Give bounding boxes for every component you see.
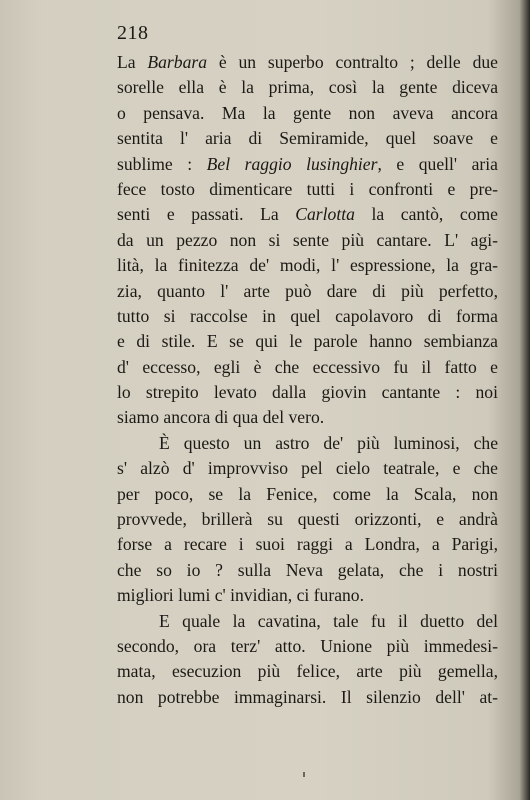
text-run: forse a recare i suoi raggi a Londra, a Parigi,	[117, 534, 498, 555]
text-line	[117, 101, 498, 126]
text-run: per poco, se la Fenice, come la Scala, non	[117, 483, 498, 504]
text-run: d' eccesso, egli è che eccessivo fu il fatto e	[117, 356, 498, 377]
text-line	[117, 228, 498, 253]
text-run: E quale la cavatina, tale fu il duetto del	[159, 610, 498, 631]
text-run: sublime :	[117, 153, 207, 174]
text-line	[117, 482, 498, 507]
italic-title: Barbara	[147, 52, 208, 72]
text-run: siamo ancora di qua del vero.	[117, 407, 325, 428]
text-run: che so io ? sulla Neva gelata, che i nostri	[117, 559, 498, 580]
text-line	[117, 253, 498, 278]
text-line	[117, 456, 498, 481]
text-line	[117, 177, 498, 202]
text-run: , e quell' aria	[377, 153, 498, 174]
text-line	[117, 380, 498, 405]
italic-title: Bel raggio lusinghier	[206, 153, 378, 174]
text-line	[117, 50, 498, 75]
text-line	[117, 329, 498, 354]
text-run: È questo un astro de' più luminosi, che	[159, 432, 498, 453]
text-line	[117, 532, 498, 557]
text-run: tutto si raccolse in quel capolavoro di forma	[117, 305, 498, 326]
text-line	[117, 507, 498, 532]
text-line	[117, 431, 498, 456]
text-run: o pensava. Ma la gente non aveva ancora	[117, 102, 498, 123]
text-run: da un pezzo non si sente più cantare. L' agi-	[117, 229, 498, 250]
text-run: provvede, brillerà su questi orizzonti, e andrà	[117, 509, 498, 530]
paper-speck	[303, 772, 305, 777]
text-line	[117, 583, 498, 608]
text-run: s' alzò d' improvviso pel cielo teatrale, e che	[117, 458, 498, 479]
text-run: zia, quanto l' arte può dare di più perfetto,	[117, 280, 498, 301]
text-run: La	[117, 52, 148, 72]
text-run: senti e passati. La	[117, 204, 296, 225]
text-line	[117, 355, 498, 380]
italic-title: Carlotta	[295, 204, 355, 225]
text-run: la cantò, come	[354, 204, 498, 225]
text-line	[117, 558, 498, 583]
text-run: migliori lumi c' invidian, ci furano.	[117, 585, 364, 606]
text-line	[117, 202, 498, 227]
text-line	[117, 609, 498, 634]
text-line	[117, 304, 498, 329]
text-line	[117, 126, 498, 151]
text-run: fece tosto dimenticare tutti i confronti e pre-	[117, 178, 498, 199]
text-line	[117, 685, 498, 710]
text-line	[117, 279, 498, 304]
text-run: sorelle ella è la prima, così la gente diceva	[117, 77, 498, 98]
text-line	[117, 659, 498, 684]
text-line	[117, 75, 498, 100]
text-run: sentita l' aria di Semiramide, quel soave e	[117, 128, 498, 149]
text-run: e di stile. E se qui le parole hanno sembianza	[117, 331, 498, 352]
text-run: non potrebbe immaginarsi. Il silenzio dell' at-	[117, 686, 498, 707]
body-text	[117, 50, 498, 710]
page-number: 218	[117, 22, 149, 44]
text-line	[117, 634, 498, 659]
text-run: è un superbo contralto ; delle due	[207, 52, 498, 72]
text-run: lo strepito levato dalla giovin cantante : noi	[117, 382, 498, 403]
text-run: mata, esecuzion più felice, arte più gemella,	[117, 661, 498, 682]
text-run: lità, la finitezza de' modi, l' espressione, la gra-	[117, 255, 498, 276]
text-line	[117, 152, 498, 177]
text-line	[117, 405, 498, 430]
text-run: secondo, ora terz' atto. Unione più immedesi-	[117, 635, 498, 656]
